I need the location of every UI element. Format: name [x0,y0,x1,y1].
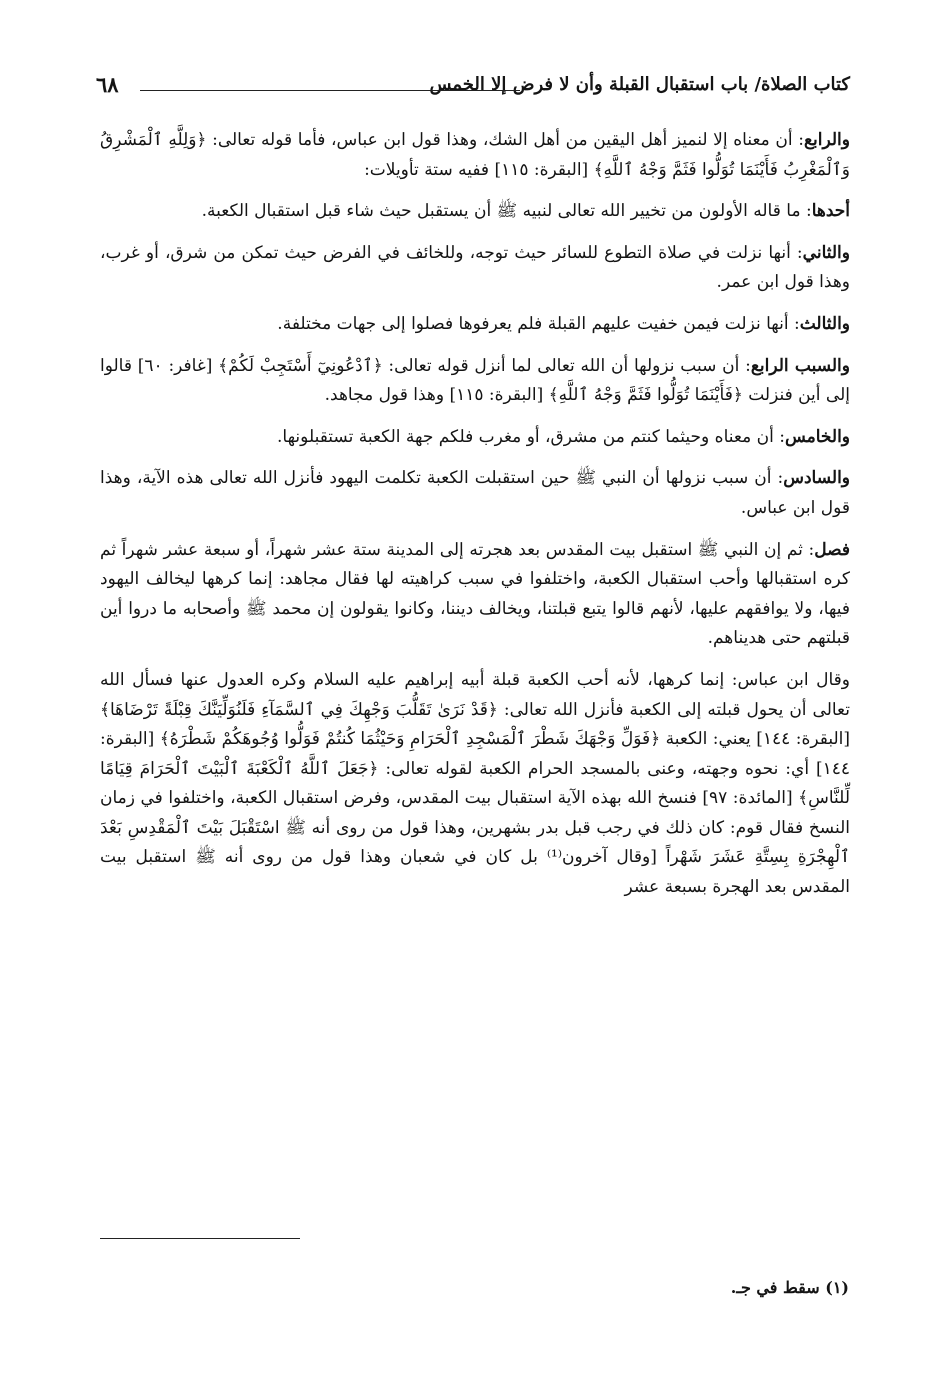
paragraph-sadis [100,464,850,523]
footnote-rule [100,1238,300,1239]
header-rule [140,90,520,91]
paragraph-sabab-rabi [100,352,850,411]
paragraph-text: : ما قاله الأولون من تخيير الله تعالى لنبيه ﷺ أن يستقبل حيث شاء قبل استقبال الكعبة. [201,201,812,222]
footnote-text: سقط في جـ. [730,1278,820,1297]
paragraph-lead: والسادس [783,468,850,489]
body-text [100,126,850,903]
paragraph-rabi [100,126,850,185]
paragraph-lead: فصل [814,539,850,560]
paragraph-ahaduha [100,197,850,227]
paragraph-text: : أنها نزلت فيمن خفيت عليهم القبلة فلم يعرفوها فصلوا إلى جهات مختلفة. [277,313,800,334]
paragraph-lead: والثاني [802,242,850,263]
paragraph-ibn-abbas [100,666,850,903]
paragraph-text: : ثم إن النبي ﷺ استقبل بيت المقدس بعد هجرته إلى المدينة ستة عشر شهراً، أو سبعة عشر شهراً ثم كره استقبالها وأحب استقبال الكعبة، واختلفوا في سبب كراهيته لها فقال مجاهد: إنما كرهها ليخالف اليهود فيها، ولا يوافقهم عليها، لأنهم قالوا يتبع قبلتنا، ويخالف ديننا، وكانوا يقولون إن محمد ﷺ وأصحابه ما دروا أين قبلتهم حتى هديناهم. [100,539,850,649]
paragraph-text: : أنها نزلت في صلاة التطوع للسائر حيث توجه، وللخائف في الفرض حيث تمكن من شرق، أو غرب، وهذا قول ابن عمر. [100,242,850,293]
paragraph-text: : أن معناه إلا لنميز أهل اليقين من أهل الشك، وهذا قول ابن عباس، فأما قوله تعالى: ﴿وَلِلَّهِ ٱلْمَشْرِقُ وَٱلْمَغْرِبُ فَأَيْنَمَا تُوَلُّوا فَثَمَّ وَجْهُ ٱللَّهِ﴾ [البقرة: ١١٥] ففيه ستة تأويلات: [100,130,850,180]
paragraph-fasl [100,536,850,654]
paragraph-text: : أن سبب نزولها أن النبي ﷺ حين استقبلت الكعبة تكلمت اليهود فأنزل الله تعالى هذه الآية، وهذا قول ابن عباس. [100,468,850,518]
paragraph-text: : أن سبب نزولها أن الله تعالى لما أنزل قوله تعالى: ﴿ٱدْعُونِيٓ أَسْتَجِبْ لَكُمْ﴾ [غافر: ٦٠] قالوا إلى أين فنزلت ﴿فَأَيْنَمَا تُوَلُّوا فَثَمَّ وَجْهُ ٱللَّهِ﴾ [البقرة: ١١٥] وهذا قول مجاهد. [100,355,850,406]
paragraph-thani [100,239,850,298]
paragraph-lead: والخامس [784,426,850,447]
paragraph-text: وقال ابن عباس: إنما كرهها، لأنه أحب الكعبة قبلة أبيه إبراهيم عليه السلام وكره العدول عنها فسأل الله تعالى أن يحول قبلته إلى الكعبة فأنزل الله تعالى: ﴿قَدْ نَرَىٰ تَقَلُّبَ وَجْهِكَ فِي ٱلسَّمَآءِ فَلَنُوَلِّيَنَّكَ قِبْلَةً تَرْضَاهَا﴾ [البقرة: ١٤٤] يعني: الكعبة ﴿فَوَلِّ وَجْهَكَ شَطْرَ ٱلْمَسْجِدِ ٱلْحَرَامِ وَحَيْثُمَا كُنتُمْ فَوَلُّوا وُجُوهَكُمْ شَطْرَهُ﴾ [البقرة: ١٤٤] أي: نحوه وجهته، وعنى بالمسجد الحرام الكعبة لقوله تعالى: ﴿جَعَلَ ٱللَّهُ ٱلْكَعْبَةَ ٱلْبَيْتَ ٱلْحَرَامَ قِيَامًا لِّلنَّاسِ﴾ [المائدة: ٩٧] فنسخ الله بهذه الآية استقبال بيت المقدس، وفرض استقبال الكعبة، واختلفوا في زمان النسخ فقال قوم: كان ذلك في رجب قبل بدر بشهرين، وهذا قول من روى أنه ﷺ اسْتَقْبَلَ بَيْتَ ٱلْمَقْدِسِ بَعْدَ ٱلْهِجْرَةِ بِسِتَّةِ عَشَرَ شَهْراً [وقال آخرون⁽¹⁾ بل كان في شعبان وهذا قول من روى أنه ﷺ استقبل بيت المقدس بعد الهجرة بسبعة عشر [100,669,851,898]
page [96,70,851,915]
paragraph-thalith [100,310,850,340]
paragraph-lead: والثالث [799,313,850,334]
page-header [96,70,850,104]
footnote [731,1278,849,1297]
paragraph-lead: أحدها [811,201,850,222]
paragraph-lead: والسبب الرابع [750,355,850,376]
paragraph-lead: والرابع [804,130,850,150]
paragraph-khamis [100,423,850,453]
running-title: كتاب الصلاة/ باب استقبال القبلة وأن لا فرض إلا الخمس [429,74,850,95]
page-number: ٦٨ [96,72,119,97]
paragraph-text: : أن معناه وحيثما كنتم من مشرق، أو مغرب فلكم جهة الكعبة تستقبلونها. [277,426,785,447]
footnote-marker: (١) [825,1278,849,1297]
